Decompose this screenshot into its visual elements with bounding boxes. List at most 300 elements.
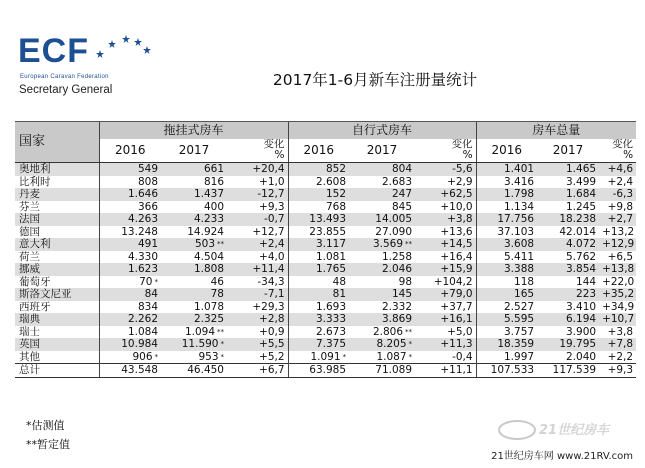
value-cell bbox=[415, 201, 476, 214]
footnote-marker: * bbox=[220, 352, 224, 361]
country-cell: 法国 bbox=[15, 213, 99, 226]
cell-value: -0,7 bbox=[264, 213, 285, 225]
value-cell bbox=[99, 263, 161, 276]
cell-value: 118 bbox=[514, 275, 535, 288]
value-cell bbox=[99, 364, 161, 378]
value-cell bbox=[599, 276, 636, 289]
cell-value: +2,4 bbox=[259, 238, 285, 250]
footnote-marker: ** bbox=[405, 327, 413, 336]
year-header: 2017 bbox=[349, 139, 415, 163]
country-cell: 丹麦 bbox=[15, 188, 99, 201]
cell-value: 661 bbox=[203, 163, 224, 175]
country-cell: 总计 bbox=[15, 364, 99, 378]
country-cell: 西班牙 bbox=[15, 301, 99, 314]
value-cell bbox=[161, 213, 227, 226]
value-cell bbox=[599, 238, 636, 251]
cell-value: +62,5 bbox=[440, 188, 473, 200]
cell-value: 3.869 bbox=[381, 313, 413, 325]
value-cell bbox=[99, 326, 161, 339]
table-row bbox=[15, 351, 636, 364]
value-cell bbox=[227, 213, 288, 226]
value-cell bbox=[161, 326, 227, 339]
cell-value: 2.608 bbox=[315, 175, 347, 188]
cell-value: +34,9 bbox=[602, 300, 635, 313]
value-cell bbox=[476, 251, 537, 264]
country-cell: 英国 bbox=[15, 338, 99, 351]
cell-value: 1.087 bbox=[376, 350, 407, 363]
value-cell bbox=[349, 188, 415, 201]
value-cell bbox=[349, 338, 415, 351]
country-cell: 瑞士 bbox=[15, 326, 99, 339]
cell-value: +5,0 bbox=[447, 325, 473, 338]
cell-value: 845 bbox=[391, 200, 413, 213]
cell-value: -5,6 bbox=[452, 163, 473, 175]
year-header-row bbox=[15, 139, 636, 163]
cell-value: 14.924 bbox=[187, 225, 224, 238]
value-cell bbox=[537, 163, 599, 176]
cell-value: 366 bbox=[137, 200, 158, 213]
value-cell bbox=[415, 251, 476, 264]
value-cell bbox=[349, 176, 415, 189]
value-cell bbox=[227, 176, 288, 189]
cell-value: 1.094 bbox=[184, 325, 215, 338]
cell-value: +16,4 bbox=[440, 250, 473, 263]
value-cell bbox=[349, 163, 415, 176]
value-cell bbox=[599, 176, 636, 189]
value-cell bbox=[537, 263, 599, 276]
cell-value: 5.411 bbox=[504, 250, 535, 263]
value-cell bbox=[227, 338, 288, 351]
year-header: 2016 bbox=[476, 139, 537, 163]
value-cell bbox=[99, 301, 161, 314]
cell-value: 144 bbox=[576, 275, 597, 288]
value-cell bbox=[99, 188, 161, 201]
table-row bbox=[15, 238, 636, 251]
value-cell bbox=[476, 238, 537, 251]
change-header bbox=[599, 139, 636, 163]
cell-value: 152 bbox=[325, 188, 347, 200]
cell-value: 2.262 bbox=[127, 313, 158, 325]
value-cell bbox=[537, 338, 599, 351]
value-cell bbox=[288, 313, 349, 326]
value-cell bbox=[349, 213, 415, 226]
value-cell bbox=[476, 213, 537, 226]
value-cell bbox=[599, 313, 636, 326]
value-cell bbox=[349, 201, 415, 214]
value-cell bbox=[476, 163, 537, 176]
cell-value: +16,1 bbox=[440, 313, 473, 325]
value-cell bbox=[415, 326, 476, 339]
value-cell bbox=[415, 188, 476, 201]
cell-value: +104,2 bbox=[433, 275, 473, 288]
cell-value: 23.855 bbox=[309, 225, 347, 238]
value-cell bbox=[227, 238, 288, 251]
cell-value: 223 bbox=[576, 288, 597, 300]
value-cell bbox=[476, 176, 537, 189]
value-cell bbox=[99, 226, 161, 239]
cell-value: 14.005 bbox=[375, 213, 413, 225]
cell-value: 19.795 bbox=[559, 338, 597, 350]
cell-value: 4.072 bbox=[566, 238, 597, 250]
value-cell bbox=[349, 364, 415, 378]
cell-value: +12,9 bbox=[602, 238, 635, 250]
value-cell bbox=[476, 351, 537, 364]
cell-value: 3.569 bbox=[372, 238, 404, 250]
cell-value: 3.757 bbox=[504, 325, 535, 338]
cell-value: 43.548 bbox=[121, 364, 158, 376]
cell-value: 491 bbox=[137, 238, 158, 250]
value-cell bbox=[537, 213, 599, 226]
cell-value: +6,5 bbox=[607, 250, 634, 263]
value-cell bbox=[537, 301, 599, 314]
value-cell bbox=[537, 364, 599, 378]
cell-value: +15,9 bbox=[440, 263, 473, 275]
footnote-marker: ** bbox=[217, 240, 224, 248]
value-cell bbox=[288, 213, 349, 226]
value-cell bbox=[227, 351, 288, 364]
cell-value: 1.245 bbox=[566, 200, 597, 213]
note-estimate: *估测值 bbox=[26, 419, 65, 432]
value-cell bbox=[349, 313, 415, 326]
cell-value: +9,3 bbox=[607, 364, 634, 376]
cell-value: -12,7 bbox=[257, 188, 285, 200]
value-cell bbox=[599, 288, 636, 301]
value-cell bbox=[227, 313, 288, 326]
country-cell: 挪威 bbox=[15, 263, 99, 276]
table-row bbox=[15, 163, 636, 176]
cell-value: 3.388 bbox=[504, 263, 535, 275]
registration-table bbox=[15, 121, 636, 378]
value-cell bbox=[537, 351, 599, 364]
table-row bbox=[15, 288, 636, 301]
cell-value: +9,8 bbox=[607, 200, 634, 213]
value-cell bbox=[476, 364, 537, 378]
value-cell bbox=[99, 238, 161, 251]
change-header bbox=[227, 139, 288, 163]
value-cell bbox=[415, 176, 476, 189]
cell-value: +14,5 bbox=[440, 238, 473, 250]
value-cell bbox=[415, 351, 476, 364]
country-cell: 德国 bbox=[15, 226, 99, 239]
value-cell bbox=[227, 276, 288, 289]
value-cell bbox=[288, 188, 349, 201]
cell-value: 37.103 bbox=[497, 225, 535, 238]
value-cell bbox=[227, 201, 288, 214]
cell-value: +2,2 bbox=[607, 350, 634, 363]
cell-value: 81 bbox=[332, 288, 347, 300]
value-cell bbox=[476, 326, 537, 339]
cell-value: +79,0 bbox=[440, 288, 473, 300]
value-cell bbox=[476, 288, 537, 301]
cell-value: 145 bbox=[391, 288, 413, 300]
cell-value: 42.014 bbox=[559, 225, 597, 238]
total-row bbox=[15, 364, 636, 378]
value-cell bbox=[227, 188, 288, 201]
value-cell bbox=[599, 338, 636, 351]
footnote-marker: * bbox=[154, 352, 158, 361]
cell-value: 3.608 bbox=[504, 238, 535, 250]
value-cell bbox=[349, 351, 415, 364]
cell-value: 2.527 bbox=[504, 300, 535, 313]
year-header: 2016 bbox=[288, 139, 349, 163]
value-cell bbox=[599, 263, 636, 276]
cell-value: +6,7 bbox=[259, 364, 285, 376]
value-cell bbox=[415, 226, 476, 239]
value-cell bbox=[599, 251, 636, 264]
value-cell bbox=[537, 326, 599, 339]
cell-value: 549 bbox=[137, 163, 158, 175]
change-label: 变化 bbox=[263, 138, 285, 151]
cell-value: 107.533 bbox=[490, 364, 535, 376]
page-title: 2017年1-6月新车注册量统计 bbox=[272, 71, 478, 89]
cell-value: +20,4 bbox=[252, 163, 285, 175]
cell-value: +3,8 bbox=[607, 325, 634, 338]
logo-federation: European Caravan Federation bbox=[20, 74, 109, 80]
cell-value: 46.450 bbox=[187, 364, 224, 376]
cell-value: +12,7 bbox=[252, 225, 285, 238]
cell-value: -0,4 bbox=[452, 350, 473, 363]
cell-value: 2.332 bbox=[381, 300, 413, 313]
cell-value: 13.248 bbox=[121, 225, 158, 238]
value-cell bbox=[349, 238, 415, 251]
cell-value: 84 bbox=[144, 288, 158, 300]
cell-value: 804 bbox=[391, 163, 413, 175]
cell-value: +5,5 bbox=[259, 338, 285, 350]
value-cell bbox=[537, 201, 599, 214]
group-header-row bbox=[15, 122, 636, 139]
cell-value: 906 bbox=[132, 350, 153, 363]
value-cell bbox=[99, 213, 161, 226]
value-cell bbox=[415, 238, 476, 251]
value-cell bbox=[537, 188, 599, 201]
value-cell bbox=[476, 301, 537, 314]
value-cell bbox=[349, 301, 415, 314]
value-cell bbox=[288, 301, 349, 314]
value-cell bbox=[161, 263, 227, 276]
table-row bbox=[15, 251, 636, 264]
country-header: 国家 bbox=[15, 122, 99, 163]
cell-value: 1.437 bbox=[193, 188, 224, 200]
cell-value: 1.646 bbox=[127, 188, 158, 200]
value-cell bbox=[161, 201, 227, 214]
value-cell bbox=[161, 276, 227, 289]
cell-value: 7.375 bbox=[315, 338, 347, 350]
group-header-trailer: 拖挂式房车 bbox=[99, 122, 288, 139]
value-cell bbox=[288, 263, 349, 276]
cell-value: +10,7 bbox=[602, 313, 635, 325]
cell-value: -6,3 bbox=[612, 188, 634, 200]
value-cell bbox=[288, 226, 349, 239]
value-cell bbox=[99, 338, 161, 351]
value-cell bbox=[161, 338, 227, 351]
cell-value: 1.684 bbox=[566, 188, 597, 200]
cell-value: 63.985 bbox=[309, 364, 347, 376]
cell-value: 2.683 bbox=[381, 175, 413, 188]
cell-value: 1.997 bbox=[504, 350, 535, 363]
cell-value: 1.078 bbox=[193, 300, 224, 313]
value-cell bbox=[227, 301, 288, 314]
cell-value: 27.090 bbox=[375, 225, 413, 238]
value-cell bbox=[537, 226, 599, 239]
value-cell bbox=[476, 263, 537, 276]
cell-value: 1.258 bbox=[381, 250, 413, 263]
value-cell bbox=[537, 176, 599, 189]
cell-value: 18.238 bbox=[559, 213, 597, 225]
change-unit: % bbox=[462, 149, 473, 162]
value-cell bbox=[288, 326, 349, 339]
cell-value: 3.117 bbox=[315, 238, 347, 250]
value-cell bbox=[415, 276, 476, 289]
value-cell bbox=[349, 288, 415, 301]
value-cell bbox=[415, 338, 476, 351]
cell-value: 2.806 bbox=[372, 325, 404, 338]
cell-value: 8.205 bbox=[376, 338, 407, 350]
cell-value: +13,2 bbox=[602, 225, 635, 238]
value-cell bbox=[161, 238, 227, 251]
footnote-marker: * bbox=[408, 340, 413, 348]
value-cell bbox=[476, 201, 537, 214]
cell-value: +9,3 bbox=[259, 200, 285, 213]
value-cell bbox=[227, 288, 288, 301]
cell-value: +4,0 bbox=[259, 250, 285, 263]
cell-value: 1.465 bbox=[566, 163, 597, 175]
value-cell bbox=[161, 226, 227, 239]
cell-value: 768 bbox=[325, 200, 347, 213]
table-row bbox=[15, 176, 636, 189]
cell-value: 2.673 bbox=[315, 325, 347, 338]
cell-value: 852 bbox=[325, 163, 347, 175]
cell-value: 4.504 bbox=[193, 250, 224, 263]
value-cell bbox=[349, 251, 415, 264]
note-provisional: **暂定值 bbox=[26, 438, 70, 451]
value-cell bbox=[599, 188, 636, 201]
value-cell bbox=[476, 276, 537, 289]
cell-value: 71.089 bbox=[375, 364, 413, 376]
cell-value: +11,4 bbox=[252, 263, 285, 275]
cell-value: 953 bbox=[198, 350, 219, 363]
value-cell bbox=[288, 351, 349, 364]
cell-value: 1.623 bbox=[127, 263, 158, 275]
value-cell bbox=[227, 163, 288, 176]
value-cell bbox=[537, 251, 599, 264]
watermark-logo-text: 21世纪房车 bbox=[539, 423, 610, 438]
cell-value: 834 bbox=[137, 300, 158, 313]
cell-value: +7,8 bbox=[607, 338, 634, 350]
value-cell bbox=[288, 288, 349, 301]
cell-value: 70 bbox=[139, 275, 153, 288]
cell-value: 3.416 bbox=[504, 175, 535, 188]
country-cell: 瑞典 bbox=[15, 313, 99, 326]
change-unit: % bbox=[623, 149, 634, 162]
table-row bbox=[15, 326, 636, 339]
cell-value: 17.756 bbox=[497, 213, 535, 225]
cell-value: +13,8 bbox=[602, 263, 635, 275]
country-cell: 斯洛文尼亚 bbox=[15, 288, 99, 301]
cell-value: 1.693 bbox=[315, 300, 347, 313]
value-cell bbox=[288, 276, 349, 289]
change-header bbox=[415, 139, 476, 163]
value-cell bbox=[99, 176, 161, 189]
table-row bbox=[15, 301, 636, 314]
cell-value: +2,4 bbox=[607, 175, 634, 188]
value-cell bbox=[161, 288, 227, 301]
cell-value: 2.325 bbox=[193, 313, 224, 325]
cell-value: +4,6 bbox=[607, 163, 634, 175]
cell-value: +29,3 bbox=[252, 300, 285, 313]
value-cell bbox=[476, 188, 537, 201]
footnote-marker: * bbox=[342, 352, 347, 361]
table-row bbox=[15, 263, 636, 276]
value-cell bbox=[476, 338, 537, 351]
cell-value: 48 bbox=[332, 275, 347, 288]
cell-value: 2.046 bbox=[381, 263, 413, 275]
cell-value: 400 bbox=[203, 200, 224, 213]
cell-value: +13,6 bbox=[440, 225, 473, 238]
value-cell bbox=[599, 226, 636, 239]
table-body bbox=[15, 163, 636, 378]
value-cell bbox=[415, 263, 476, 276]
change-label: 变化 bbox=[451, 138, 473, 151]
table-row bbox=[15, 213, 636, 226]
value-cell bbox=[161, 301, 227, 314]
cell-value: 4.233 bbox=[193, 213, 224, 225]
value-cell bbox=[599, 163, 636, 176]
value-cell bbox=[537, 313, 599, 326]
footnote-marker: ** bbox=[217, 327, 224, 336]
value-cell bbox=[537, 288, 599, 301]
cell-value: 46 bbox=[210, 275, 224, 288]
value-cell bbox=[288, 176, 349, 189]
cell-value: +37,7 bbox=[440, 300, 473, 313]
year-header: 2016 bbox=[99, 139, 161, 163]
cell-value: 247 bbox=[391, 188, 413, 200]
value-cell bbox=[349, 276, 415, 289]
value-cell bbox=[288, 251, 349, 264]
country-cell: 其他 bbox=[15, 351, 99, 364]
value-cell bbox=[599, 213, 636, 226]
cell-value: 2.040 bbox=[566, 350, 597, 363]
value-cell bbox=[415, 288, 476, 301]
cell-value: 1.798 bbox=[504, 188, 535, 200]
cell-value: +22,0 bbox=[602, 275, 635, 288]
footnote-marker: * bbox=[408, 352, 413, 361]
value-cell bbox=[99, 276, 161, 289]
cell-value: 816 bbox=[203, 175, 224, 188]
value-cell bbox=[288, 338, 349, 351]
country-cell: 奥地利 bbox=[15, 163, 99, 176]
ecf-logo bbox=[16, 22, 166, 102]
footnotes bbox=[26, 416, 70, 454]
cell-value: 3.900 bbox=[566, 325, 597, 338]
value-cell bbox=[537, 238, 599, 251]
value-cell bbox=[476, 313, 537, 326]
change-unit: % bbox=[274, 149, 285, 162]
value-cell bbox=[99, 351, 161, 364]
country-cell: 比利时 bbox=[15, 176, 99, 189]
footnote-marker: * bbox=[220, 340, 224, 348]
value-cell bbox=[599, 364, 636, 378]
group-header-total: 房车总量 bbox=[476, 122, 636, 139]
country-cell: 芬兰 bbox=[15, 201, 99, 214]
value-cell bbox=[161, 313, 227, 326]
value-cell bbox=[99, 313, 161, 326]
value-cell bbox=[161, 163, 227, 176]
value-cell bbox=[349, 326, 415, 339]
cell-value: +11,3 bbox=[440, 338, 473, 350]
cell-value: 98 bbox=[398, 275, 413, 288]
cell-value: +2,8 bbox=[259, 313, 285, 325]
cell-value: +2,9 bbox=[447, 175, 473, 188]
